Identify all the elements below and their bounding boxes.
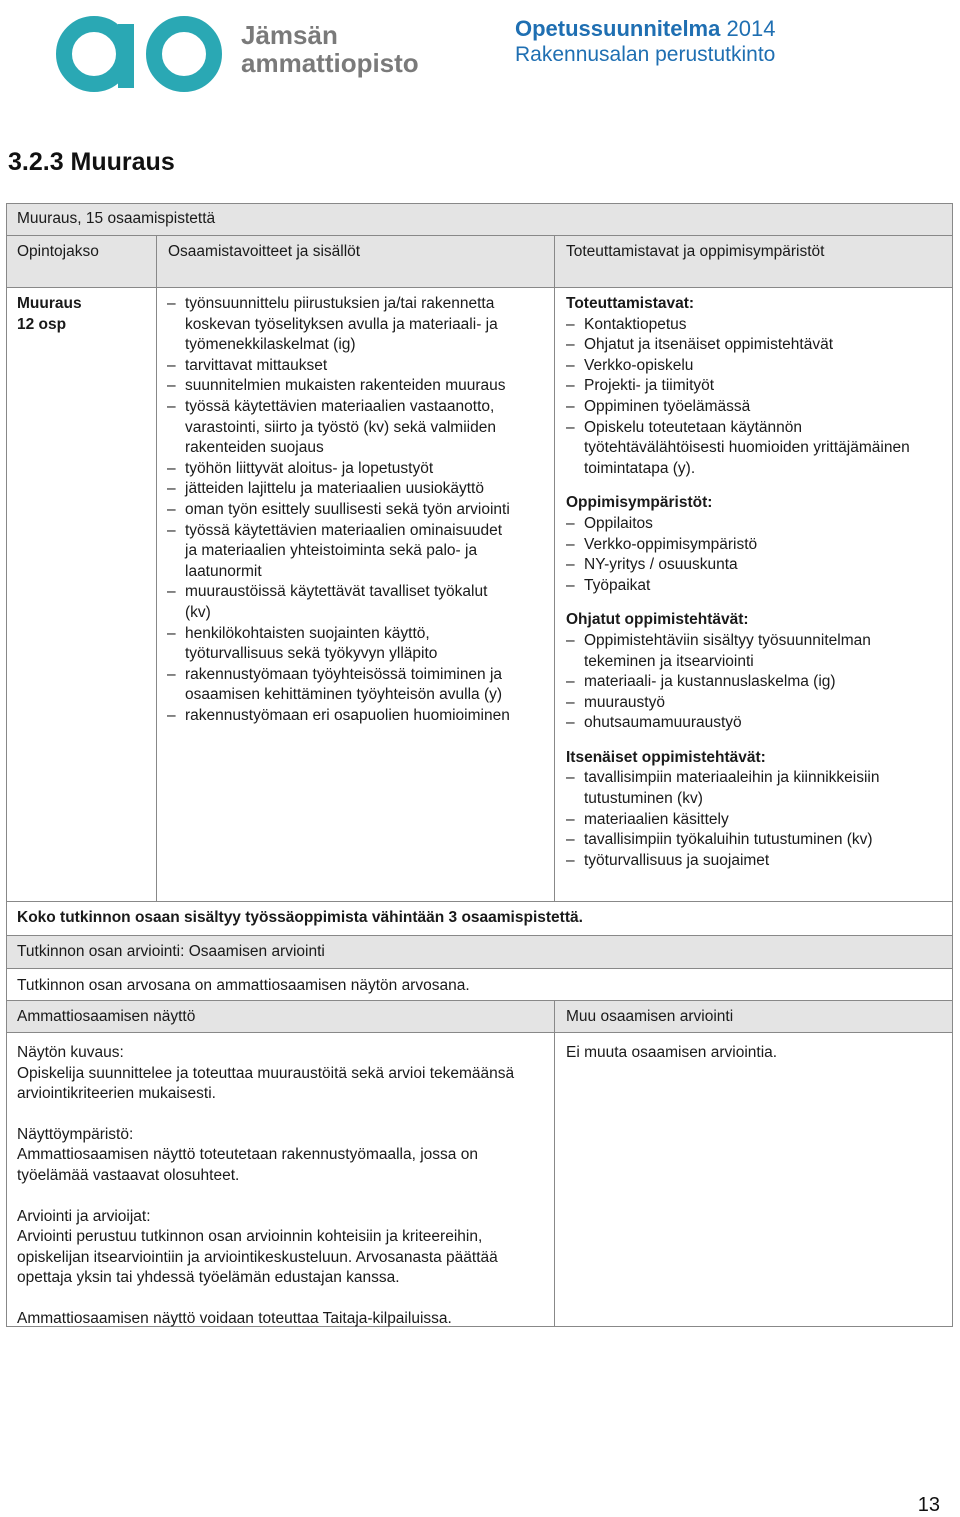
- list-item: – Verkko-opiskelu: [566, 356, 929, 377]
- environments-heading: Oppimisympäristöt:: [566, 494, 713, 512]
- course-credits: 12 osp: [17, 315, 67, 333]
- page-number: 13: [917, 1494, 940, 1516]
- list-item: – Opiskelu toteutetaan käytännön työtehtävälähtöisesti huomioiden yrittäjämäinen toimintatapa (y).: [566, 418, 929, 480]
- methods-cell: [555, 288, 940, 877]
- doc-subtitle: Rakennusalan perustutkinto: [515, 43, 776, 66]
- independent-tasks-list: [566, 768, 929, 871]
- list-item: – työssä käytettävien materiaalien vastaanotto, varastointi, siirto ja työstö (kv) sekä valmiiden rakenteiden suojaus: [167, 397, 517, 459]
- demo-body: [7, 1033, 537, 1330]
- section-title: 3.2.3 Muuraus: [8, 148, 175, 176]
- demo-description-heading: Näytön kuvaus:: [17, 1044, 124, 1061]
- demo-environment-text: Ammattiosaamisen näyttö toteutetaan rakennustyömaalla, jossa on työelämää vastaavat olosuhteet.: [17, 1146, 478, 1184]
- list-item: – Ohjatut ja itsenäiset oppimistehtävät: [566, 335, 929, 356]
- doc-year: 2014: [726, 16, 776, 41]
- demo-description-text: Opiskelija suunnittelee ja toteuttaa muuraustöitä sekä arvioi tekemäänsä arviointikriteerien mukaisesti.: [17, 1064, 515, 1103]
- col-header-methods: Toteuttamistavat ja oppimisympäristöt: [555, 236, 952, 287]
- list-item: – Verkko-oppimisympäristö: [566, 535, 929, 556]
- course-cell: [7, 288, 156, 341]
- assessment-title: Tutkinnon osan arviointi: Osaamisen arviointi: [7, 936, 952, 968]
- list-item: – tavallisimpiin työkaluihin tutustuminen (kv): [566, 830, 929, 851]
- list-item: – Projekti- ja tiimityöt: [566, 376, 929, 397]
- list-item: – ohutsaumamuuraustyö: [566, 713, 929, 734]
- list-item: – Kontaktiopetus: [566, 315, 929, 336]
- list-item: – NY-yritys / osuuskunta: [566, 555, 929, 576]
- institution-logo: [56, 4, 456, 104]
- course-name: Muuraus: [17, 295, 82, 312]
- methods-heading: Toteuttamistavat:: [566, 295, 695, 312]
- col-header-goals: Osaamistavoitteet ja sisällöt: [157, 236, 554, 287]
- list-item: – materiaalien käsittely: [566, 810, 929, 831]
- guided-tasks-list: [566, 631, 929, 734]
- list-item: – muuraustyö: [566, 693, 929, 714]
- col-header-course: Opintojakso: [7, 236, 156, 287]
- goals-cell: [157, 288, 527, 732]
- list-item: – henkilökohtaisten suojainten käyttö, työturvallisuus sekä työkyvyn ylläpito: [167, 624, 517, 665]
- list-item: – Työpaikat: [566, 576, 929, 597]
- methods-list: [566, 315, 929, 480]
- list-item: – oman työn esittely suullisesti sekä työn arviointi: [167, 500, 517, 521]
- demo-note: Ammattiosaamisen näyttö voidaan toteuttaa Taitaja-kilpailuissa.: [17, 1309, 452, 1327]
- assessment-grade: Tutkinnon osan arvosana on ammattiosaamisen näytön arvosana.: [17, 977, 470, 994]
- list-item: – tarvittavat mittaukset: [167, 356, 517, 377]
- list-item: – jätteiden lajittelu ja materiaalien uusiokäyttö: [167, 479, 517, 500]
- demo-environment-heading: Näyttöympäristö:: [17, 1125, 134, 1143]
- table-title: Muuraus, 15 osaamispistettä: [7, 204, 952, 235]
- doc-title: Opetussuunnitelma: [515, 16, 721, 41]
- guided-tasks-heading: Ohjatut oppimistehtävät:: [566, 611, 749, 629]
- list-item: – työssä käytettävien materiaalien ominaisuudet ja materiaalien yhteistoiminta sekä palo- ja laatunormit: [167, 521, 517, 583]
- list-item: – työturvallisuus ja suojaimet: [566, 851, 929, 872]
- list-item: – Oppiminen työelämässä: [566, 397, 929, 418]
- assessors-text: Arviointi perustuu tutkinnon osan arvioinnin kohteisiin ja kriteereihin, opiskelijan itsearviointiin ja arviointikeskusteluun. Arvosanasta päättää opettaja yksin tai yhdessä työelämän edustajan kanssa.: [17, 1228, 498, 1287]
- list-item: – tavallisimpiin materiaaleihin ja kiinnikkeisiin tutustuminen (kv): [566, 768, 929, 809]
- list-item: – rakennustyömaan eri osapuolien huomioiminen: [167, 706, 517, 727]
- list-item: – työnsuunnittelu piirustuksien ja/tai rakennetta koskevan työselityksen avulla ja materiaali- ja työmenekkilaskelmat (ig): [167, 294, 517, 356]
- logo-text-line1: Jämsän: [241, 20, 338, 50]
- list-item: – materiaali- ja kustannuslaskelma (ig): [566, 672, 929, 693]
- list-item: – suunnitelmien mukaisten rakenteiden muuraus: [167, 376, 517, 397]
- logo-text-line2: ammattiopisto: [241, 48, 419, 78]
- demo-header: Ammattiosaamisen näyttö: [7, 1001, 554, 1032]
- workplace-note: Koko tutkinnon osaan sisältyy työssäoppimista vähintään 3 osaamispistettä.: [17, 909, 583, 926]
- other-assessment-header: Muu osaamisen arviointi: [555, 1001, 952, 1032]
- list-item: – Oppilaitos: [566, 514, 929, 535]
- list-item: – rakennustyömaan työyhteisössä toimiminen ja osaamisen kehittäminen työyhteisön avulla (y): [167, 665, 517, 706]
- environments-list: [566, 514, 929, 596]
- list-item: – Oppimistehtäviin sisältyy työsuunnitelman tekeminen ja itsearviointi: [566, 631, 929, 672]
- list-item: – työhön liittyvät aloitus- ja lopetustyöt: [167, 459, 517, 480]
- document-header: [515, 16, 815, 68]
- goals-list: [167, 294, 517, 726]
- course-table: [6, 203, 953, 1327]
- assessors-heading: Arviointi ja arvioijat:: [17, 1207, 151, 1225]
- independent-tasks-heading: Itsenäiset oppimistehtävät:: [566, 748, 766, 766]
- list-item: – muuraustöissä käytettävät tavalliset työkalut (kv): [167, 582, 517, 623]
- other-assessment-text: Ei muuta osaamisen arviointia.: [566, 1044, 778, 1061]
